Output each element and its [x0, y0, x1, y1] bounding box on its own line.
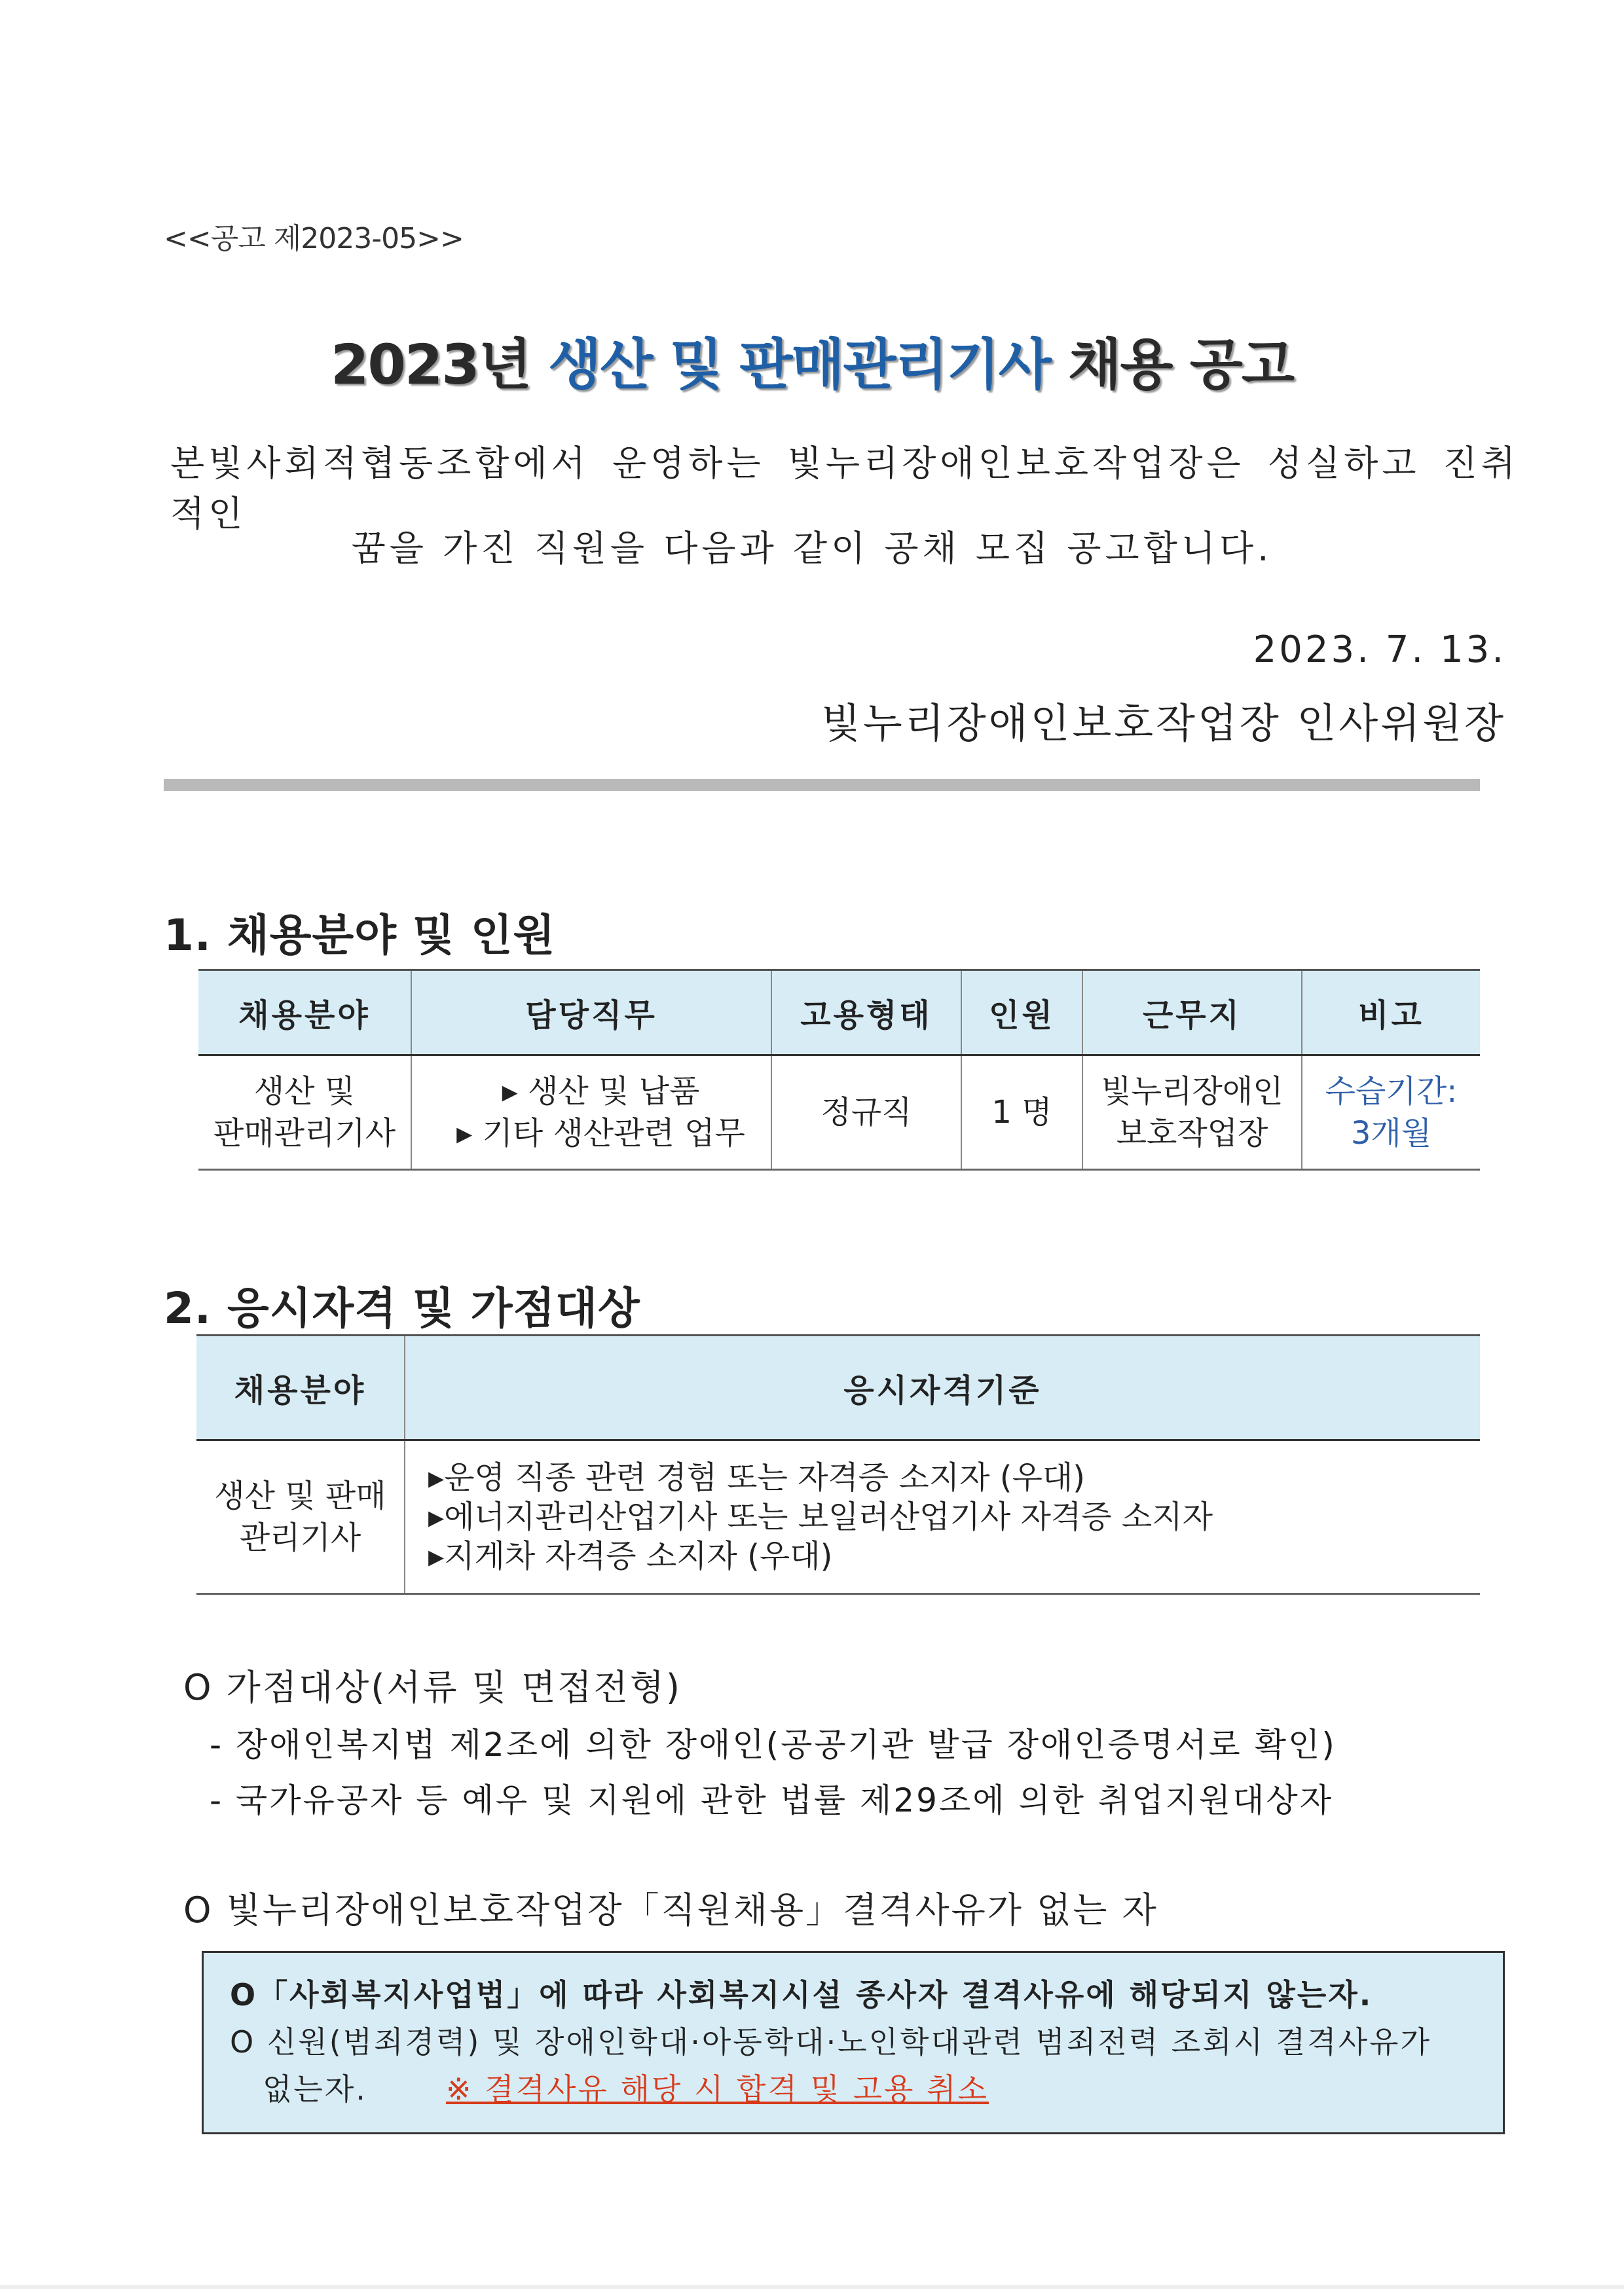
notice-number: <<공고 제2023-05>> — [164, 222, 464, 255]
field-line-2: 판매관리기사 — [213, 1115, 396, 1152]
cell-duty — [411, 1055, 771, 1170]
cell-note — [1302, 1055, 1480, 1170]
title-suffix: 채용 공고 — [1050, 333, 1294, 397]
cell-criteria — [405, 1440, 1480, 1594]
signer: 빛누리장애인보호작업장 인사위원장 — [821, 699, 1506, 747]
title-prefix: 2023년 — [330, 333, 549, 397]
box-line-1: O「사회복지사업법」에 따라 사회복지시설 종사자 결격사유에 해당되지 않는자. — [230, 1977, 1373, 2013]
header-field: 채용분야 — [198, 970, 411, 1055]
recruitment-table — [198, 969, 1480, 1171]
header-employment-type: 고용형태 — [771, 970, 961, 1055]
title-highlight: 생산 및 판매관리기사 — [548, 333, 1050, 397]
cell-location — [1082, 1055, 1302, 1170]
cell-headcount: 1 명 — [961, 1055, 1082, 1170]
field-line-1: 생산 및 — [253, 1073, 356, 1110]
intro-line-1: 본빛사회적협동조합에서 운영하는 빛누리장애인보호작업장은 성실하고 진취적인 — [170, 443, 1519, 534]
header-headcount: 인원 — [961, 970, 1082, 1055]
cell-field — [198, 1055, 411, 1170]
criteria-item: ▸운영 직종 관련 경험 또는 자격증 소지자 (우대) — [428, 1459, 1085, 1496]
header-field: 채용분야 — [196, 1336, 405, 1440]
header-location: 근무지 — [1082, 970, 1302, 1055]
table-row — [198, 1055, 1480, 1170]
qualification-table — [196, 1334, 1480, 1595]
table-header-row — [196, 1336, 1480, 1440]
table-row — [196, 1440, 1480, 1594]
field-line-2: 관리기사 — [239, 1520, 361, 1556]
intro-line-2: 꿈을 가진 직원을 다음과 같이 공채 모집 공고합니다. — [351, 528, 1273, 569]
box-line-2: O 신원(범죄경력) 및 장애인학대·아동학대·노인학대관련 범죄전력 조회시 결격사유가 — [230, 2024, 1431, 2060]
bonus-heading: O 가점대상(서류 및 면접전형) — [183, 1667, 682, 1708]
bonus-item: - 국가유공자 등 예우 및 지원에 관한 법률 제29조에 의한 취업지원대상자 — [210, 1781, 1333, 1819]
cancellation-warning: ※ 결격사유 해당 시 합격 및 고용 취소 — [445, 2071, 989, 2107]
table-header-row — [198, 970, 1480, 1055]
duty-item: ▸ 생산 및 납품 — [502, 1073, 700, 1110]
criteria-item: ▸지게차 자격증 소지자 (우대) — [428, 1538, 833, 1575]
box-line-3-row — [230, 2066, 1477, 2113]
field-line-1: 생산 및 판매 — [214, 1478, 386, 1514]
header-criteria: 응시자격기준 — [405, 1336, 1480, 1440]
section1-heading: 1. 채용분야 및 인원 — [164, 910, 556, 960]
duty-item: ▸ 기타 생산관련 업무 — [456, 1115, 745, 1152]
header-note: 비고 — [1302, 970, 1480, 1055]
bottom-edge — [0, 2285, 1624, 2289]
disqualification-heading: O 빛누리장애인보호작업장「직원채용」결격사유가 없는 자 — [183, 1889, 1158, 1931]
header-duty: 담당직무 — [411, 970, 771, 1055]
location-line-1: 빛누리장애인 — [1101, 1073, 1283, 1110]
note-line-2: 3개월 — [1350, 1115, 1432, 1152]
note-line-1: 수습기간: — [1325, 1073, 1458, 1110]
location-line-2: 보호작업장 — [1116, 1115, 1268, 1152]
announcement-date: 2023. 7. 13. — [1253, 629, 1506, 671]
disqualification-box — [202, 1951, 1505, 2134]
criteria-item: ▸에너지관리산업기사 또는 보일러산업기사 자격증 소지자 — [428, 1499, 1213, 1535]
box-line-3: 없는자. — [263, 2071, 367, 2107]
page-title — [0, 321, 1624, 400]
cell-field — [196, 1440, 405, 1594]
section2-heading: 2. 응시자격 및 가점대상 — [164, 1283, 640, 1334]
cell-employment-type: 정규직 — [771, 1055, 961, 1170]
bonus-item: - 장애인복지법 제2조에 의한 장애인(공공기관 발급 장애인증명서로 확인) — [210, 1726, 1337, 1764]
divider-bar — [164, 779, 1480, 791]
